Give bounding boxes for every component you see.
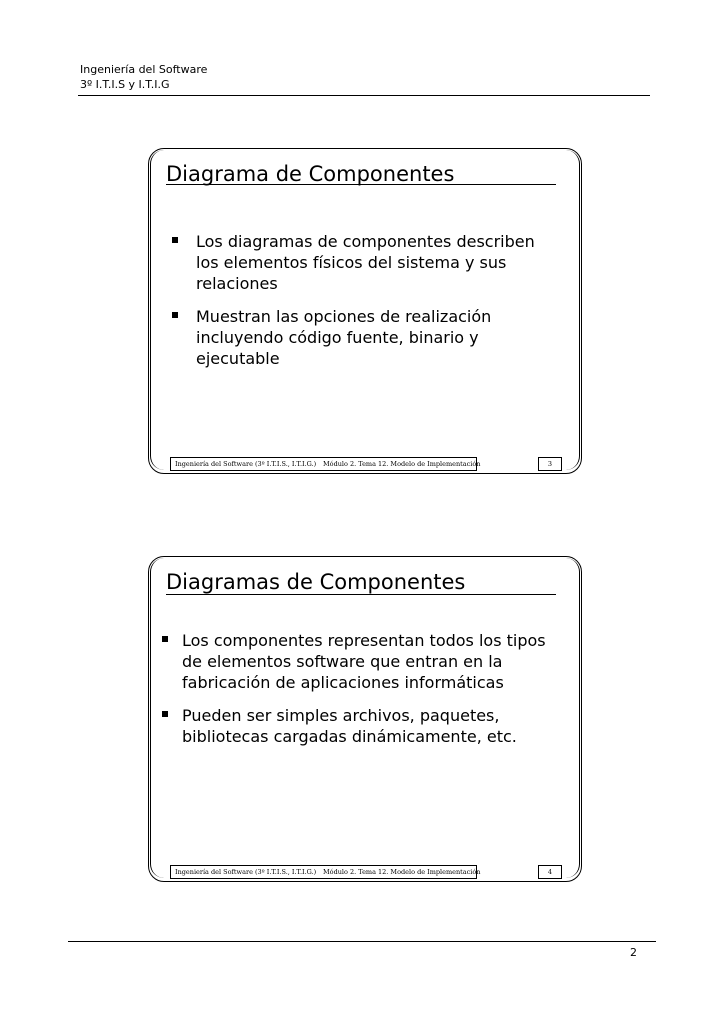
- footer-topic: Módulo 2. Tema 12. Modelo de Implementación: [323, 460, 481, 468]
- page-number: 2: [630, 946, 637, 959]
- list-item: [160, 630, 560, 693]
- list-item: [170, 306, 554, 369]
- footer-course: Ingeniería del Software (3º I.T.I.S., I.T.I.G.): [175, 868, 317, 876]
- header-divider: [78, 95, 650, 96]
- slide-number: 3: [538, 457, 562, 471]
- header-degree: 3º I.T.I.S y I.T.I.G: [80, 78, 170, 91]
- list-item: [170, 231, 554, 294]
- footer-course: Ingeniería del Software (3º I.T.I.S., I.T.I.G.): [175, 460, 317, 468]
- slide-title: Diagramas de Componentes: [166, 570, 466, 594]
- bullet-list: [160, 630, 560, 759]
- slide-title: Diagrama de Componentes: [166, 162, 455, 186]
- page-header: [80, 62, 207, 92]
- bullet-square-icon: [172, 237, 178, 243]
- bullet-text: Muestran las opciones de realización incluyendo código fuente, binario y ejecutable: [196, 307, 492, 368]
- list-item: [160, 705, 560, 747]
- slide-inner-left-curve: [150, 150, 165, 470]
- bullet-square-icon: [162, 711, 168, 717]
- title-underline: [166, 594, 556, 595]
- header-course: Ingeniería del Software: [80, 63, 208, 76]
- slide-number: 4: [538, 865, 562, 879]
- footer-box: [170, 457, 481, 471]
- bullet-list: [170, 231, 554, 381]
- bullet-text: Los diagramas de componentes describen los elementos físicos del sistema y sus relaciones: [196, 232, 535, 293]
- slide-inner-right-curve: [565, 150, 580, 470]
- bullet-square-icon: [162, 636, 168, 642]
- slide-3: [148, 148, 582, 474]
- footer-divider: [68, 941, 656, 942]
- bullet-text: Pueden ser simples archivos, paquetes, bibliotecas cargadas dinámicamente, etc.: [182, 706, 517, 746]
- footer-topic: Módulo 2. Tema 12. Modelo de Implementación: [323, 868, 481, 876]
- footer-box: [170, 865, 481, 879]
- title-underline: [166, 184, 556, 185]
- bullet-square-icon: [172, 312, 178, 318]
- slide-4: [148, 556, 582, 882]
- bullet-text: Los componentes representan todos los tipos de elementos software que entran en la fabricación de aplicaciones informáticas: [182, 631, 546, 692]
- slide-footer: [170, 457, 562, 470]
- slide-footer: [170, 865, 562, 878]
- slide-inner-right-curve: [565, 558, 580, 878]
